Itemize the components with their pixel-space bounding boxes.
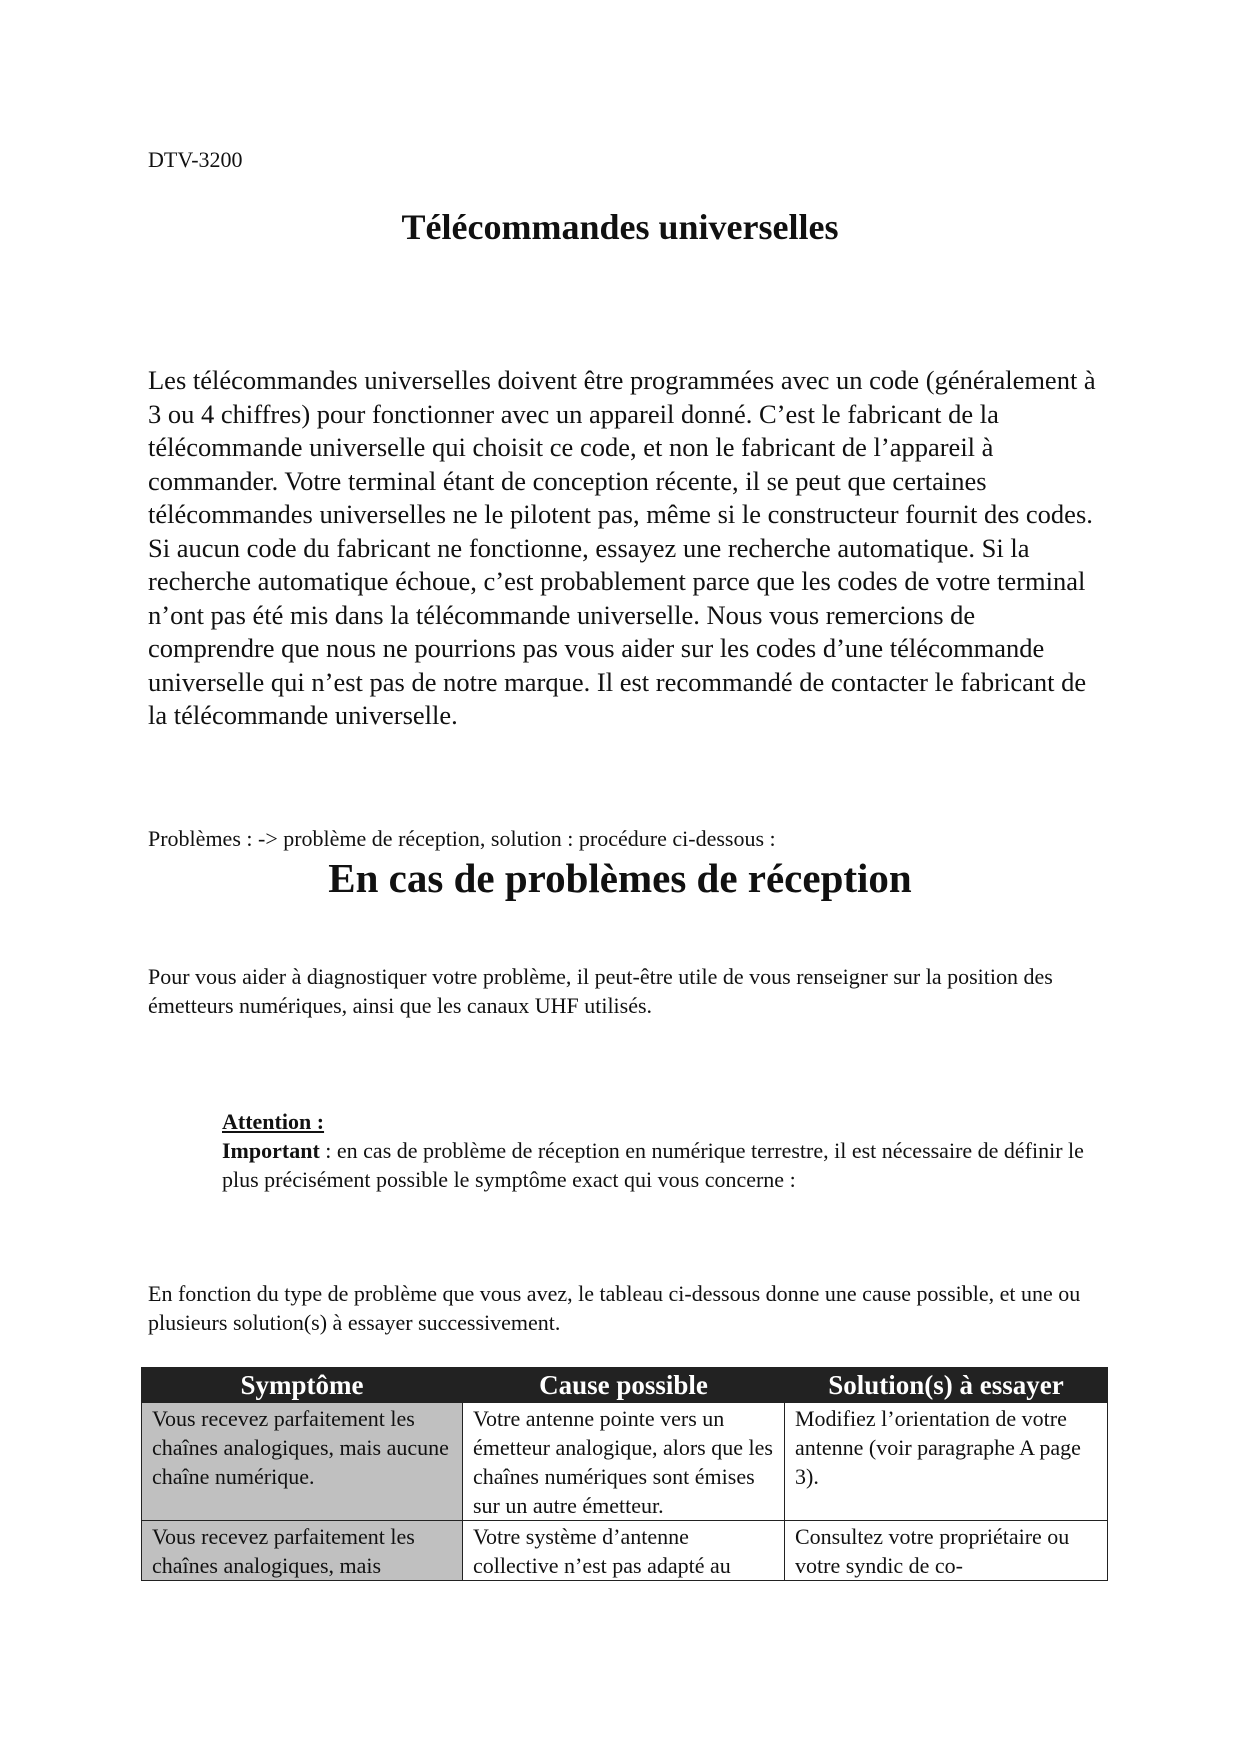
table-row [142,1403,1108,1521]
table-row [142,1521,1108,1581]
table-intro-text: En fonction du type de problème que vous avez, le tableau ci-dessous donne une cause possible, et une ou plusieurs solution(s) à essayer successivement. [148,1281,1081,1335]
important-label: Important [222,1138,320,1163]
important-text: : en cas de problème de réception en numérique terrestre, il est nécessaire de définir le plus précisément possible le symptôme exact qui vous concerne : [222,1138,1084,1192]
solution-cell: Modifiez l’orientation de votre antenne (voir paragraphe A page 3). [785,1403,1108,1521]
section-title-reception-problems: En cas de problèmes de réception [328,855,912,901]
symptom-cell: Vous recevez parfaitement les chaînes analogiques, mais [142,1521,463,1581]
diagnostic-help-text: Pour vous aider à diagnostiquer votre problème, il peut-être utile de vous renseigner sur la position des émetteurs numériques, ainsi que les canaux UHF utilisés. [148,964,1053,1018]
cause-cell: Votre antenne pointe vers un émetteur analogique, alors que les chaînes numériques sont émises sur un autre émetteur. [463,1403,785,1521]
cause-cell: Votre système d’antenne collective n’est pas adapté au [463,1521,785,1581]
header-cause: Cause possible [463,1368,785,1403]
model-number: DTV-3200 [148,147,243,172]
table-header-row [142,1368,1108,1403]
universal-remote-paragraph: Les télécommandes universelles doivent être programmées avec un code (généralement à 3 ou 4 chiffres) pour fonctionner avec un appareil donné. C’est le fabricant de la télécommande universelle qui choisit ce code, et non le fabricant de l’appareil à commander. Votre terminal étant de conception récente, il se peut que certaines télécommandes universelles ne le pilotent pas, même si le constructeur fournit des codes. Si aucun code du fabricant ne fonctionne, essayez une recherche automatique. Si la recherche automatique échoue, c’est probablement parce que les codes de votre terminal n’ont pas été mis dans la télécommande universelle. Nous vous remercions de comprendre que nous ne pourrions pas vous aider sur les codes d’une télécommande universelle qui n’est pas de notre marque. Il est recommandé de contacter le fabricant de la télécommande universelle. [148,365,1096,730]
section-title-universal-remotes: Télécommandes universelles [401,207,839,247]
important-paragraph [222,1136,1102,1194]
problems-line: Problèmes : -> problème de réception, solution : procédure ci-dessous : [148,826,776,851]
troubleshooting-table [141,1367,1108,1581]
symptom-cell: Vous recevez parfaitement les chaînes analogiques, mais aucune chaîne numérique. [142,1403,463,1521]
header-solution: Solution(s) à essayer [785,1368,1108,1403]
header-symptom: Symptôme [142,1368,463,1403]
solution-cell: Consultez votre propriétaire ou votre syndic de co- [785,1521,1108,1581]
attention-note [222,1107,1102,1194]
attention-label: Attention : [222,1109,325,1134]
